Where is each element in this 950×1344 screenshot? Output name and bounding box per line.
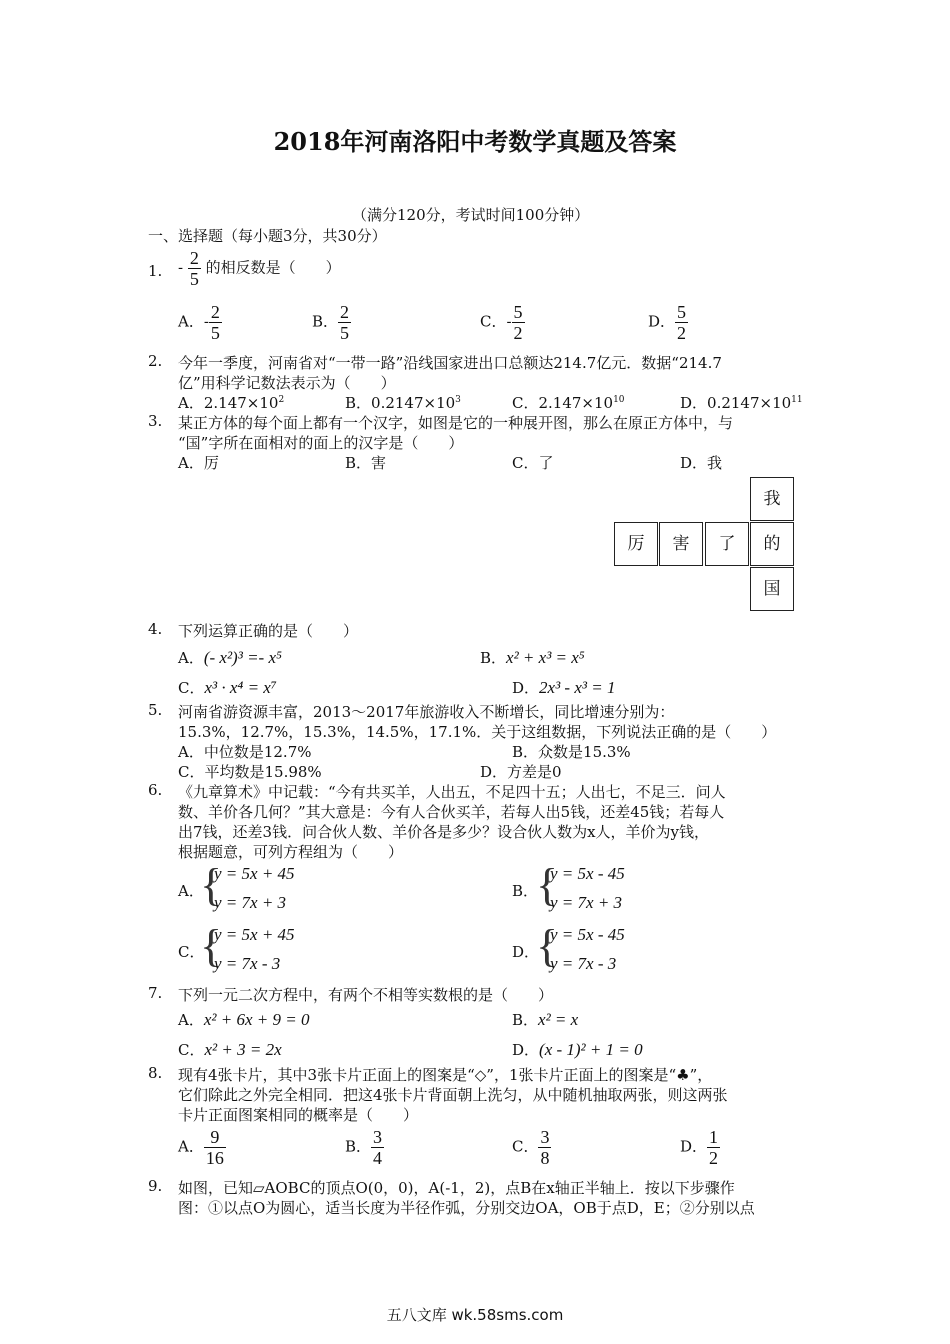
option-a[interactable]: A． $\frac{9}{16}$ (178, 1127, 224, 1168)
option-a[interactable]: A．(- x²)³ =- x⁵ (178, 648, 282, 667)
option-d[interactable]: D．方差是0 (480, 763, 562, 781)
option-a[interactable]: A．- $\frac{2}{5}$ (178, 302, 220, 343)
brace-icon: { (200, 859, 223, 910)
option-d[interactable]: D．我 (680, 454, 723, 472)
question-number: 7. (148, 984, 163, 1002)
question-stem (178, 248, 341, 289)
question-stem-line: 亿”用科学记数法表示为（ ） (178, 374, 396, 392)
option-b[interactable]: B． $\frac{2}{5}$ (312, 302, 350, 343)
question-stem-line: 出7钱，还差3钱．问合伙人数、羊价各是多少？设合伙人数为x人，羊价为y钱， (178, 823, 710, 841)
option-d[interactable]: D．(x - 1)² + 1 = 0 (512, 1040, 643, 1059)
question-stem: 下列一元二次方程中，有两个不相等实数根的是（ ） (178, 986, 554, 1004)
question-stem-line: 现有4张卡片，其中3张卡片正面上的图案是“◇”，1张卡片正面上的图案是“♣”， (178, 1066, 713, 1084)
option-b[interactable]: B．害 (345, 454, 387, 472)
option-c[interactable]: C． $\frac{3}{8}$ (512, 1127, 550, 1168)
fraction: $\frac{2}{5}$ (189, 248, 199, 289)
option-a[interactable]: A．$2.147\times 10^2$ (178, 394, 285, 412)
question-stem-line: 15.3%，12.7%，15.3%，14.5%，17.1%．关于这组数据，下列说法正确的是（ ） (178, 723, 777, 741)
exam-info: （满分120分，考试时间100分钟） (352, 206, 590, 224)
question-stem-line: 根据题意，可列方程组为（ ） (178, 843, 404, 861)
brace-icon: { (536, 920, 559, 971)
option-b[interactable]: B．x² + x³ = x⁵ (480, 648, 585, 667)
question-number: 3. (148, 412, 163, 430)
question-stem-line: 图：①以点O为圆心，适当长度为半径作弧，分别交边OA，OB于点D，E；②分别以点 (178, 1199, 755, 1217)
net-cell: 的 (750, 522, 794, 566)
option-a[interactable]: A．厉 (178, 454, 219, 472)
question-number: 4. (148, 620, 163, 638)
net-cell: 国 (750, 567, 794, 611)
page-title: 2018年河南洛阳中考数学真题及答案 (273, 127, 677, 156)
option-b[interactable]: B． $\frac{3}{4}$ (345, 1127, 383, 1168)
question-number: 8. (148, 1064, 163, 1082)
question-stem-line: 今年一季度，河南省对“一带一路”沿线国家进出口总额达214.7亿元．数据“214.7 (178, 354, 722, 372)
question-stem-line: 河南省游资源丰富，2013～2017年旅游收入不断增长，同比增速分别为： (178, 703, 675, 721)
section-heading: 一、选择题（每小题3分，共30分） (148, 227, 387, 245)
question-stem-line: 数、羊价各几何？”其大意是：今有人合伙买羊，若每人出5钱，还差45钱；若每人 (178, 803, 725, 821)
option-c[interactable]: C．x³ · x⁴ = x⁷ (178, 678, 277, 697)
option-a[interactable]: A．x² + 6x + 9 = 0 (178, 1010, 310, 1029)
option-d[interactable]: D．$0.2147\times 10^{11}$ (680, 394, 803, 412)
minus-sign: - (178, 258, 184, 277)
question-stem-line: 它们除此之外完全相同．把这4张卡片背面朝上洗匀，从中随机抽取两张，则这两张 (178, 1086, 728, 1104)
question-stem-line: 卡片正面图案相同的概率是（ ） (178, 1106, 419, 1124)
question-stem: 下列运算正确的是（ ） (178, 622, 359, 640)
option-d[interactable]: D． $\frac{1}{2}$ (680, 1127, 719, 1168)
brace-icon: { (200, 920, 223, 971)
option-b[interactable]: B．众数是15.3% (512, 743, 631, 761)
question-number: 5. (148, 701, 163, 719)
question-number: 1. (148, 262, 163, 280)
option-c[interactable]: C．平均数是15.98% (178, 763, 322, 781)
option-c[interactable]: C．x² + 3 = 2x (178, 1040, 282, 1059)
net-cell: 害 (659, 522, 703, 566)
question-number: 2. (148, 352, 163, 370)
question-stem-line: 如图，已知▱AOBC的顶点O(0，0)，A(-1，2)，点B在x轴正半轴上．按以下步骤作 (178, 1179, 735, 1197)
question-number: 9. (148, 1177, 163, 1195)
option-c[interactable]: C．$2.147\times 10^{10}$ (512, 394, 625, 412)
question-stem-line: “国”字所在面相对的面上的汉字是（ ） (178, 434, 464, 452)
question-number: 6. (148, 781, 163, 799)
option-a[interactable]: A．中位数是12.7% (178, 743, 312, 761)
footer-watermark: 五八文库 wk.58sms.com (386, 1306, 564, 1324)
net-cell: 厉 (614, 522, 658, 566)
option-d[interactable]: D．2x³ - x³ = 1 (512, 678, 616, 697)
option-c[interactable]: C．- $\frac{5}{2}$ (480, 302, 523, 343)
option-b[interactable]: B．$0.2147\times 10^3$ (345, 394, 461, 412)
question-stem-line: 某正方体的每个面上都有一个汉字，如图是它的一种展开图，那么在原正方体中，与 (178, 414, 734, 432)
net-cell: 我 (750, 477, 794, 521)
net-cell: 了 (705, 522, 749, 566)
option-d[interactable]: D． $\frac{5}{2}$ (648, 302, 687, 343)
brace-icon: { (536, 859, 559, 910)
option-c[interactable]: C．了 (512, 454, 554, 472)
question-stem-line: 《九章算术》中记载：“今有共买羊，人出五，不足四十五；人出七，不足三．问人 (178, 783, 726, 801)
stem-text: 的相反数是（ ） (205, 258, 341, 277)
option-b[interactable]: B．x² = x (512, 1010, 579, 1029)
